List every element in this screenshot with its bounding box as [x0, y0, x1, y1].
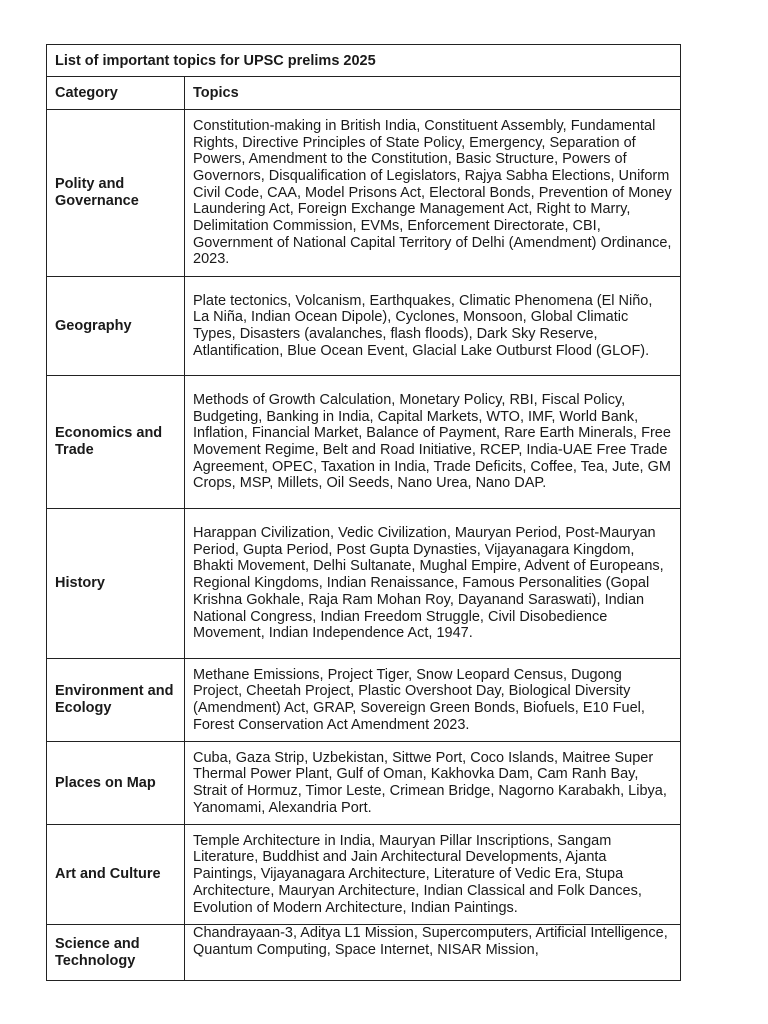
topics-cell: Methane Emissions, Project Tiger, Snow Leopard Census, Dugong Project, Cheetah Project, Plastic Overshoot Day, Biological Diversity (Amendment) Act, GRAP, Sovereign Green Bonds, Biofuels, E10 Fuel, Forest Conservation Act Amendment 2023. [185, 659, 681, 742]
header-category: Category [47, 77, 185, 110]
category-cell: Geography [47, 277, 185, 376]
topics-cell: Methods of Growth Calculation, Monetary Policy, RBI, Fiscal Policy, Budgeting, Banking in India, Capital Markets, WTO, IMF, World Bank, Inflation, Financial Market, Balance of Payment, Rare Earth Minerals, Free Movement Regime, Belt and Road Initiative, RCEP, India-UAE Free Trade Agreement, OPEC, Taxation in India, Trade Deficits, Coffee, Tea, Jute, GM Crops, MSP, Millets, Oil Seeds, Nano Urea, Nano DAP. [185, 376, 681, 509]
table-row [47, 509, 681, 659]
category-cell: Science and Technology [47, 925, 185, 981]
category-cell: Economics and Trade [47, 376, 185, 509]
table-row [47, 110, 681, 277]
header-topics: Topics [185, 77, 681, 110]
topics-cell: Constitution-making in British India, Constituent Assembly, Fundamental Rights, Directive Principles of State Policy, Emergency, Separation of Powers, Amendment to the Constitution, Basic Structure, Powers of Governors, Disqualification of Legislators, Rajya Sabha Elections, Uniform Civil Code, CAA, Model Prisons Act, Electoral Bonds, Prevention of Money Laundering Act, Foreign Exchange Management Act, Right to Marry, Delimitation Commission, EVMs, Enforcement Directorate, CBI, Government of National Capital Territory of Delhi (Amendment) Ordinance, 2023. [185, 110, 681, 277]
header-row [47, 77, 681, 110]
topics-table [46, 44, 681, 981]
topics-cell: Plate tectonics, Volcanism, Earthquakes, Climatic Phenomena (El Niño, La Niña, Indian Ocean Dipole), Cyclones, Monsoon, Global Climatic Types, Disasters (avalanches, flash floods), Dark Sky Reserve, Atlantification, Blue Ocean Event, Glacial Lake Outburst Flood (GLOF). [185, 277, 681, 376]
table-row [47, 925, 681, 981]
category-cell: Art and Culture [47, 825, 185, 925]
topics-cell: Harappan Civilization, Vedic Civilization, Mauryan Period, Post-Mauryan Period, Gupta Period, Post Gupta Dynasties, Vijayanagara Kingdom, Bhakti Movement, Delhi Sultanate, Mughal Empire, Advent of Europeans, Regional Kingdoms, Indian Renaissance, Famous Personalities (Gopal Krishna Gokhale, Raja Ram Mohan Roy, Dayanand Saraswati), Indian National Congress, Indian Freedom Struggle, Civil Disobedience Movement, Indian Independence Act, 1947. [185, 509, 681, 659]
topics-cell: Cuba, Gaza Strip, Uzbekistan, Sittwe Port, Coco Islands, Maitree Super Thermal Power Plant, Gulf of Oman, Kakhovka Dam, Cam Ranh Bay, Strait of Hormuz, Timor Leste, Crimean Bridge, Nagorno Karabakh, Libya, Yanomami, Alexandria Port. [185, 742, 681, 825]
category-cell: Places on Map [47, 742, 185, 825]
category-cell: Environment and Ecology [47, 659, 185, 742]
category-cell: History [47, 509, 185, 659]
table-row [47, 825, 681, 925]
topics-cell: Temple Architecture in India, Mauryan Pillar Inscriptions, Sangam Literature, Buddhist and Jain Architectural Developments, Ajanta Paintings, Vijayanagara Architecture, Literature of Vedic Era, Stupa Architecture, Mauryan Architecture, Indian Classical and Folk Dances, Evolution of Modern Architecture, Indian Paintings. [185, 825, 681, 925]
table-row [47, 659, 681, 742]
table-row [47, 742, 681, 825]
title-row [47, 45, 681, 77]
table-row [47, 277, 681, 376]
table-row [47, 376, 681, 509]
topics-cell: Chandrayaan-3, Aditya L1 Mission, Supercomputers, Artificial Intelligence, Quantum Computing, Space Internet, NISAR Mission, [185, 925, 681, 981]
table-title: List of important topics for UPSC prelims 2025 [47, 45, 681, 77]
category-cell: Polity and Governance [47, 110, 185, 277]
